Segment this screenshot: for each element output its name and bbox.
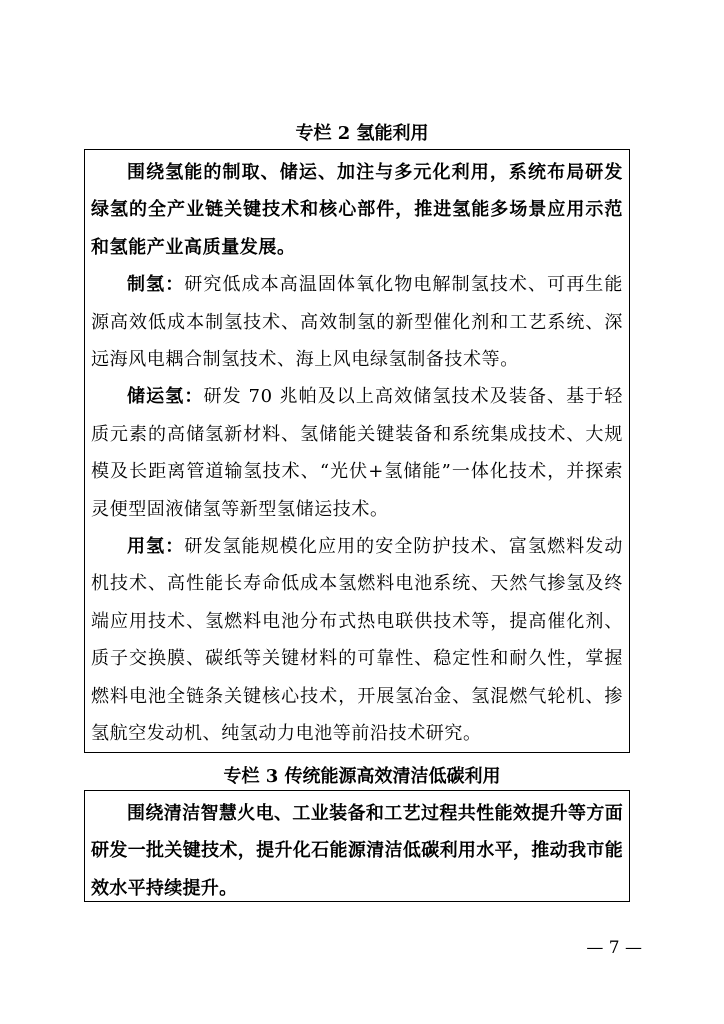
- traditional-energy-box: [84, 790, 630, 902]
- section-title-hydrogen: 专栏 2 氢能利用: [295, 123, 429, 144]
- item-label: 用氢：: [127, 536, 185, 558]
- page-number: — 7 —: [586, 938, 642, 958]
- traditional-energy-intro: 围绕清洁智慧火电、工业装备和工艺过程共性能效提升等方面研发一批关键技术，提升化石能源清洁低碳利用水平，推动我市能效水平持续提升。: [91, 803, 623, 899]
- section-title-traditional-energy: 专栏 3 传统能源高效清洁低碳利用: [223, 766, 501, 787]
- item-text: 研发 70 兆帕及以上高效储氢技术及装备、基于轻质元素的高储氢新材料、氢储能关键装备和系统集成技术、大规模及长距离管道输氢技术、“光伏+氢储能”一体化技术，并探索灵便型固液储氢等新型氢储运技术。: [91, 386, 624, 520]
- hydrogen-box: [84, 149, 630, 753]
- hydrogen-item-storage: [91, 378, 623, 528]
- item-text: 研发氢能规模化应用的安全防护技术、富氢燃料发动机技术、高性能长寿命低成本氢燃料电池系统、天然气掺氢及终端应用技术、氢燃料电池分布式热电联供技术等，提高催化剂、质子交换膜、碳纸等关键材料的可靠性、稳定性和耐久性，掌握燃料电池全链条关键核心技术，开展氢冶金、氢混燃气轮机、掺氢航空发动机、纯氢动力电池等前沿技术研究。: [91, 536, 623, 745]
- hydrogen-item-production: [91, 266, 623, 378]
- item-label: 制氢：: [127, 274, 185, 296]
- item-label: 储运氢：: [127, 386, 204, 408]
- item-text: 研究低成本高温固体氧化物电解制氢技术、可再生能源高效低成本制氢技术、高效制氢的新型催化剂和工艺系统、深远海风电耦合制氢技术、海上风电绿氢制备技术等。: [91, 274, 623, 371]
- hydrogen-item-usage: [91, 528, 623, 752]
- hydrogen-intro: 围绕氢能的制取、储运、加注与多元化利用，系统布局研发绿氢的全产业链关键技术和核心部件，推进氢能多场景应用示范和氢能产业高质量发展。: [91, 162, 623, 258]
